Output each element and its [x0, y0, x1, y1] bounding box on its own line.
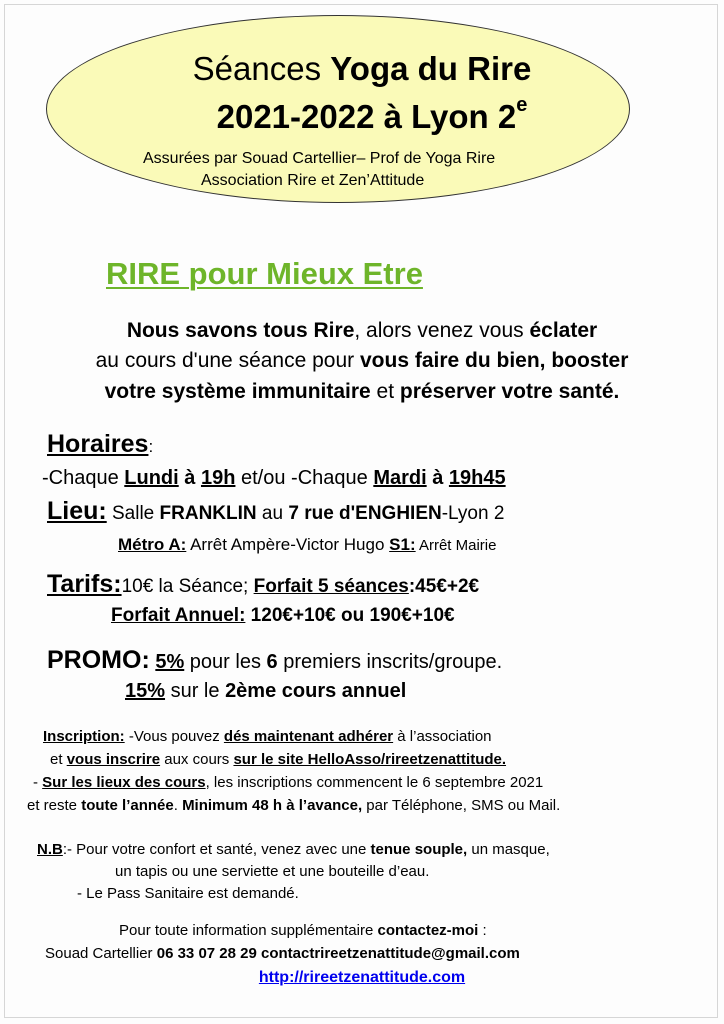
contact-line-2: Souad Cartellier 06 33 07 28 29 contactrireetzenattitude@gmail.com: [45, 945, 520, 962]
title-line-2: 2021-2022 à Lyon 2e: [216, 94, 528, 135]
intro-line-3: votre système immunitaire et préserver votre santé.: [104, 380, 620, 403]
inscription-line-3: - Sur les lieux des cours, les inscriptions commencent le 6 septembre 2021: [33, 774, 544, 791]
lieu-line: Lieu: Salle FRANKLIN au 7 rue d'ENGHIEN-Lyon 2: [47, 497, 505, 525]
nb-line-1: N.B:- Pour votre confort et santé, venez avec une tenue souple, un masque,: [37, 841, 550, 858]
inscription-line-4: et reste toute l’année. Minimum 48 h à l’avance, par Téléphone, SMS ou Mail.: [27, 797, 561, 814]
intro-line-1: Nous savons tous Rire, alors venez vous éclater: [126, 319, 598, 342]
forfait-annuel-line: Forfait Annuel: 120€+10€ ou 190€+10€: [111, 605, 455, 626]
subtitle-line-2: Association Rire et Zen’Attitude: [201, 172, 425, 189]
website-row: [0, 969, 724, 987]
promo-line-2: 15% sur le 2ème cours annuel: [125, 680, 407, 702]
nb-line-3: - Le Pass Sanitaire est demandé.: [77, 885, 299, 902]
intro-line-2: au cours d'une séance pour vous faire du bien, booster: [95, 349, 629, 372]
horaires-line: -Chaque Lundi à 19h et/ou -Chaque Mardi à 19h45: [42, 467, 506, 489]
nb-line-2: un tapis ou une serviette et une bouteille d’eau.: [115, 863, 430, 880]
slogan: RIRE pour Mieux Etre: [106, 256, 423, 291]
promo-line: PROMO: 5% pour les 6 premiers inscrits/groupe.: [47, 646, 503, 674]
website-link[interactable]: http://rireetzenattitude.com: [258, 969, 466, 986]
inscription-line-2: et vous inscrire aux cours sur le site HelloAsso/rireetzenattitude.: [50, 751, 507, 768]
inscription-line-1: Inscription: -Vous pouvez dés maintenant adhérer à l’association: [43, 728, 492, 745]
contact-line-1: Pour toute information supplémentaire contactez-moi :: [119, 922, 487, 939]
title-line-1: Séances Yoga du Rire: [192, 50, 532, 87]
metro-line: Métro A: Arrêt Ampère-Victor Hugo S1: Arrêt Mairie: [118, 535, 497, 554]
subtitle-line-1: Assurées par Souad Cartellier– Prof de Yoga Rire: [143, 150, 496, 167]
horaires-heading: Horaires:: [47, 430, 154, 458]
tarifs-line: Tarifs:10€ la Séance; Forfait 5 séances:45€+2€: [47, 570, 480, 598]
